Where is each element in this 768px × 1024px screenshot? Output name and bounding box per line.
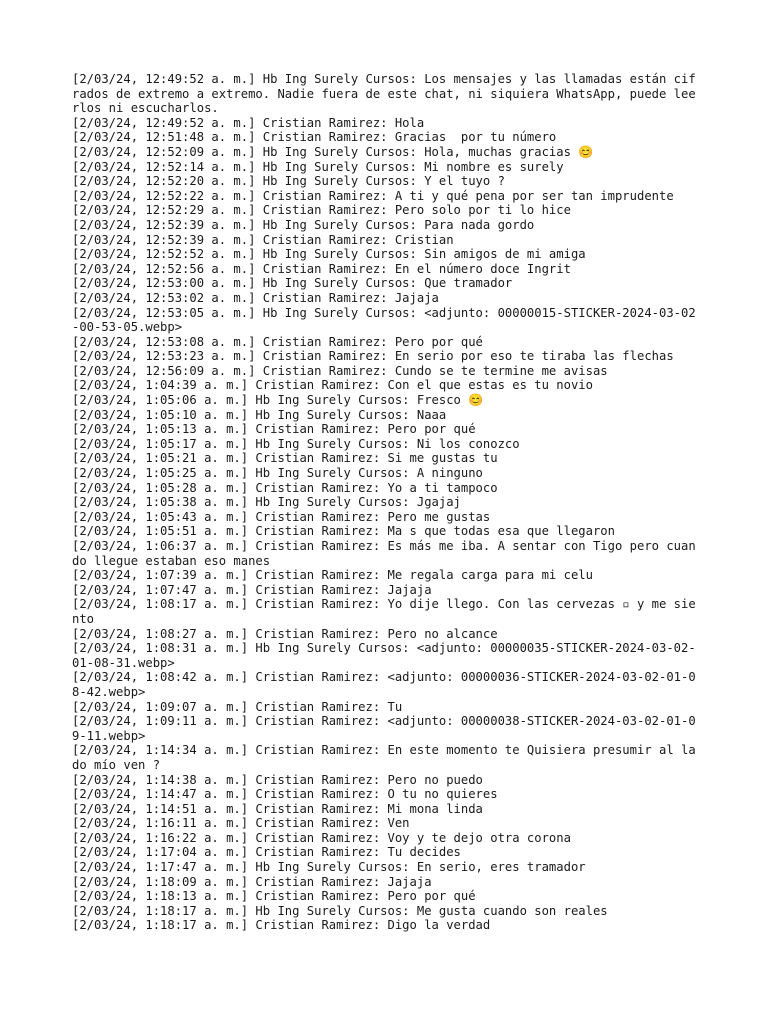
message-line: [2/03/24, 1:07:39 a. m.] Cristian Ramirez: Me regala carga para mi celu <box>72 568 593 583</box>
message-line: [2/03/24, 1:18:17 a. m.] Cristian Ramirez: Digo la verdad <box>72 918 491 933</box>
message-line: [2/03/24, 1:18:17 a. m.] Hb Ing Surely Cursos: Me gusta cuando son reales <box>72 903 608 918</box>
message-line: [2/03/24, 1:05:25 a. m.] Hb Ing Surely Cursos: A ninguno <box>72 466 483 481</box>
message-line: [2/03/24, 12:53:05 a. m.] Hb Ing Surely Cursos: <adjunto: 00000015-STICKER-2024-03-02-00-53-05.webp> <box>72 305 696 335</box>
message-line: [2/03/24, 1:08:31 a. m.] Hb Ing Surely Cursos: <adjunto: 00000035-STICKER-2024-03-02-01-08-31.webp> <box>72 641 696 670</box>
message-line: [2/03/24, 1:05:51 a. m.] Cristian Ramirez: Ma s que todas esa que llegaron <box>72 524 615 539</box>
message-line: [2/03/24, 1:16:22 a. m.] Cristian Ramirez: Voy y te dejo otra corona <box>72 830 571 845</box>
message-line: [2/03/24, 12:52:14 a. m.] Hb Ing Surely Cursos: Mi nombre es surely <box>72 159 564 174</box>
message-line: [2/03/24, 1:05:17 a. m.] Hb Ing Surely Cursos: Ni los conozco <box>72 436 520 451</box>
message-line: [2/03/24, 12:49:52 a. m.] Hb Ing Surely Cursos: Los mensajes y las llamadas están cifrados de extremo a extremo. Nadie fuera de este chat, ni siquiera WhatsApp, puede leerlos ni escucharlos. <box>72 72 696 116</box>
message-line: [2/03/24, 1:05:10 a. m.] Hb Ing Surely Cursos: Naaa <box>72 407 447 422</box>
message-line: [2/03/24, 1:16:11 a. m.] Cristian Ramirez: Ven <box>72 816 410 831</box>
message-line: [2/03/24, 1:05:13 a. m.] Cristian Ramirez: Pero por qué <box>72 422 476 437</box>
message-line: [2/03/24, 12:53:23 a. m.] Cristian Ramirez: En serio por eso te tiraba las flechas <box>72 349 674 364</box>
message-line: [2/03/24, 1:09:07 a. m.] Cristian Ramirez: Tu <box>72 699 403 714</box>
message-line: [2/03/24, 12:52:20 a. m.] Hb Ing Surely Cursos: Y el tuyo ? <box>72 174 505 189</box>
message-line: [2/03/24, 1:08:42 a. m.] Cristian Ramirez: <adjunto: 00000036-STICKER-2024-03-02-01-08-42.webp> <box>72 670 696 699</box>
message-line: [2/03/24, 1:14:34 a. m.] Cristian Ramirez: En este momento te Quisiera presumir al lado mío ven ? <box>72 743 696 772</box>
message-line: [2/03/24, 12:49:52 a. m.] Cristian Ramirez: Hola <box>72 115 425 130</box>
message-line: [2/03/24, 12:52:56 a. m.] Cristian Ramirez: En el número doce Ingrit <box>72 261 571 276</box>
message-line: [2/03/24, 1:08:17 a. m.] Cristian Ramirez: Yo dije llego. Con las cervezas ▫ y me siento <box>72 597 696 626</box>
message-line: [2/03/24, 1:08:27 a. m.] Cristian Ramirez: Pero no alcance <box>72 626 498 641</box>
message-line: [2/03/24, 12:52:52 a. m.] Hb Ing Surely Cursos: Sin amigos de mi amiga <box>72 247 586 262</box>
message-line: [2/03/24, 1:06:37 a. m.] Cristian Ramirez: Es más me iba. A sentar con Tigo pero cuando llegue estaban eso manes <box>72 539 696 568</box>
document-page <box>72 72 700 933</box>
message-line: [2/03/24, 1:17:04 a. m.] Cristian Ramirez: Tu decides <box>72 845 461 860</box>
message-line: [2/03/24, 1:05:43 a. m.] Cristian Ramirez: Pero me gustas <box>72 509 491 524</box>
message-line: [2/03/24, 12:52:09 a. m.] Hb Ing Surely Cursos: Hola, muchas gracias 😊 <box>72 144 594 159</box>
message-line: [2/03/24, 1:14:47 a. m.] Cristian Ramirez: O tu no quieres <box>72 787 498 802</box>
message-line: [2/03/24, 1:05:28 a. m.] Cristian Ramirez: Yo a ti tampoco <box>72 480 498 495</box>
message-line: [2/03/24, 1:04:39 a. m.] Cristian Ramirez: Con el que estas es tu novio <box>72 378 593 393</box>
message-line: [2/03/24, 12:52:39 a. m.] Cristian Ramirez: Cristian <box>72 232 454 247</box>
message-line: [2/03/24, 1:07:47 a. m.] Cristian Ramirez: Jajaja <box>72 582 432 597</box>
message-line: [2/03/24, 1:09:11 a. m.] Cristian Ramirez: <adjunto: 00000038-STICKER-2024-03-02-01-09-11.webp> <box>72 714 696 743</box>
chat-transcript <box>72 72 700 933</box>
message-line: [2/03/24, 12:52:29 a. m.] Cristian Ramirez: Pero solo por ti lo hice <box>72 203 571 218</box>
message-line: [2/03/24, 1:05:38 a. m.] Hb Ing Surely Cursos: Jgajaj <box>72 495 461 510</box>
message-line: [2/03/24, 12:56:09 a. m.] Cristian Ramirez: Cundo se te termine me avisas <box>72 363 608 378</box>
message-line: [2/03/24, 1:18:09 a. m.] Cristian Ramirez: Jajaja <box>72 874 432 889</box>
message-line: [2/03/24, 1:14:51 a. m.] Cristian Ramirez: Mi mona linda <box>72 801 483 816</box>
message-line: [2/03/24, 1:17:47 a. m.] Hb Ing Surely Cursos: En serio, eres tramador <box>72 860 586 875</box>
message-line: [2/03/24, 1:05:21 a. m.] Cristian Ramirez: Si me gustas tu <box>72 451 498 466</box>
message-line: [2/03/24, 12:52:39 a. m.] Hb Ing Surely Cursos: Para nada gordo <box>72 217 535 232</box>
message-line: [2/03/24, 12:53:08 a. m.] Cristian Ramirez: Pero por qué <box>72 334 483 349</box>
message-line: [2/03/24, 12:53:02 a. m.] Cristian Ramirez: Jajaja <box>72 290 439 305</box>
message-line: [2/03/24, 12:52:22 a. m.] Cristian Ramirez: A ti y qué pena por ser tan imprudente <box>72 188 674 203</box>
message-line: [2/03/24, 1:18:13 a. m.] Cristian Ramirez: Pero por qué <box>72 889 476 904</box>
message-line: [2/03/24, 12:51:48 a. m.] Cristian Ramirez: Gracias por tu número <box>72 130 557 145</box>
message-line: [2/03/24, 12:53:00 a. m.] Hb Ing Surely Cursos: Que tramador <box>72 276 513 291</box>
message-line: [2/03/24, 1:14:38 a. m.] Cristian Ramirez: Pero no puedo <box>72 772 483 787</box>
message-line: [2/03/24, 1:05:06 a. m.] Hb Ing Surely Cursos: Fresco 😊 <box>72 393 484 408</box>
